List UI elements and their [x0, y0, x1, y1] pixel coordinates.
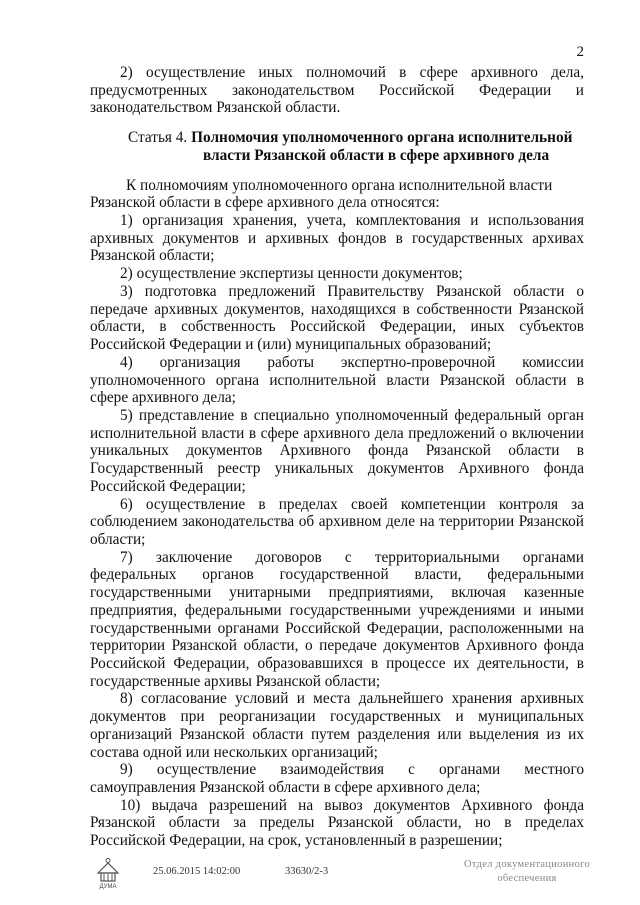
text-line: 7) заключение договоров с территориальными органами [120, 548, 584, 566]
text-line: законодательством Рязанской области. [90, 99, 341, 117]
department-line-2: обеспечения [497, 873, 557, 884]
text-line: исполнительной власти в сфере архивного дела предложений о включении [90, 424, 584, 442]
text-line: 3) подготовка предложений Правительству Рязанской области о [120, 282, 584, 300]
text-line: территории Рязанской области, о передаче документов Архивного фонда [90, 637, 584, 655]
text-line: Рязанской области за пределы Рязанской области, но в пределах [90, 814, 584, 832]
department-line-1: Отдел документационного [463, 859, 591, 870]
text-line: передаче архивных документов, находящихся в собственности Рязанской [90, 300, 584, 318]
footer-department-stamp [452, 858, 602, 886]
text-line: 8) согласование условий и места дальнейшего хранения архивных [120, 690, 584, 708]
text-line: 2) осуществление иных полномочий в сфере архивного дела, [120, 64, 584, 81]
article-number: Статья 4. [128, 129, 192, 147]
footer-code: 33630/2-3 [285, 866, 329, 877]
text-line: архивных документов и архивных фондов в государственных архивах [90, 229, 584, 247]
page-number: 2 [576, 44, 584, 60]
article-heading-line: власти Рязанской области в сфере архивного дела [203, 146, 550, 164]
text-line: Российской Федерации; [90, 477, 246, 495]
text-line: предприятия, федеральными государственными учреждениями и иными [90, 601, 584, 619]
text-line: государственные архивы Рязанской области; [90, 672, 381, 690]
text-line: предусмотренных законодательством Российской Федерации и [90, 81, 584, 99]
text-line: Российской Федерации, на срок, установленный в разрешении; [90, 832, 503, 850]
page-footer [0, 855, 640, 895]
article-heading-line [90, 129, 584, 147]
duma-emblem-icon [92, 857, 124, 891]
text-line: организаций Рязанской области путем разделения или выделения из их [90, 725, 584, 743]
text-line: Российской Федерации, образовавшихся в процессе их деятельности, в [90, 655, 584, 672]
paragraph-gap [90, 117, 584, 129]
article-title: Полномочия уполномоченного органа исполнительной [191, 129, 573, 147]
text-line: 1) организация хранения, учета, комплектования и использования [120, 212, 584, 230]
text-line: Рязанской области в сфере архивного дела относятся: [90, 194, 440, 212]
text-line: федеральных органов государственной власти, федеральными [90, 566, 584, 584]
text-line: Рязанской области; [90, 247, 215, 265]
document-body [90, 64, 584, 850]
text-line: 5) представление в специально уполномоченный федеральный орган [120, 406, 584, 424]
text-line: Государственный реестр уникальных документов Архивного фонда [90, 460, 584, 478]
text-line: государственными органами Российской Федерации, расположенными на [90, 619, 584, 637]
text-line: 4) организация работы экспертно-проверочной комиссии [120, 353, 584, 371]
footer-date: 25.06.2015 14:02:00 [153, 866, 241, 877]
text-line: 9) осуществление взаимодействия с органами местного [120, 761, 584, 779]
text-line: области, в собственность Российской Федерации, иных субъектов [90, 318, 584, 336]
text-line: уполномоченного органа исполнительной власти Рязанской области в [90, 371, 584, 389]
text-line: сфере архивного дела; [90, 389, 236, 407]
svg-text:ДУМА: ДУМА [99, 884, 117, 890]
paragraph-gap [90, 165, 584, 177]
text-line: уникальных документов Архивного фонда Рязанской области в [90, 442, 584, 460]
text-line: Российской Федерации и (или) муниципальных образований; [90, 336, 492, 354]
text-line: состава одной или нескольких организаций; [90, 743, 378, 761]
text-line: К полномочиям уполномоченного органа исполнительной власти [126, 176, 553, 194]
text-line: 6) осуществление в пределах своей компетенции контроля за [120, 495, 584, 513]
text-line: документов при реорганизации государственных и муниципальных [90, 708, 584, 726]
text-line: государственными унитарными предприятиями, включая казенные [90, 584, 584, 602]
text-line: области; [90, 530, 146, 548]
text-line: соблюдением законодательства об архивном деле на территории Рязанской [90, 513, 584, 531]
text-line: самоуправления Рязанской области в сфере архивного дела; [90, 779, 481, 797]
text-line: 10) выдача разрешений на вывоз документов Архивного фонда [120, 796, 584, 814]
text-line: 2) осуществление экспертизы ценности документов; [120, 265, 463, 283]
